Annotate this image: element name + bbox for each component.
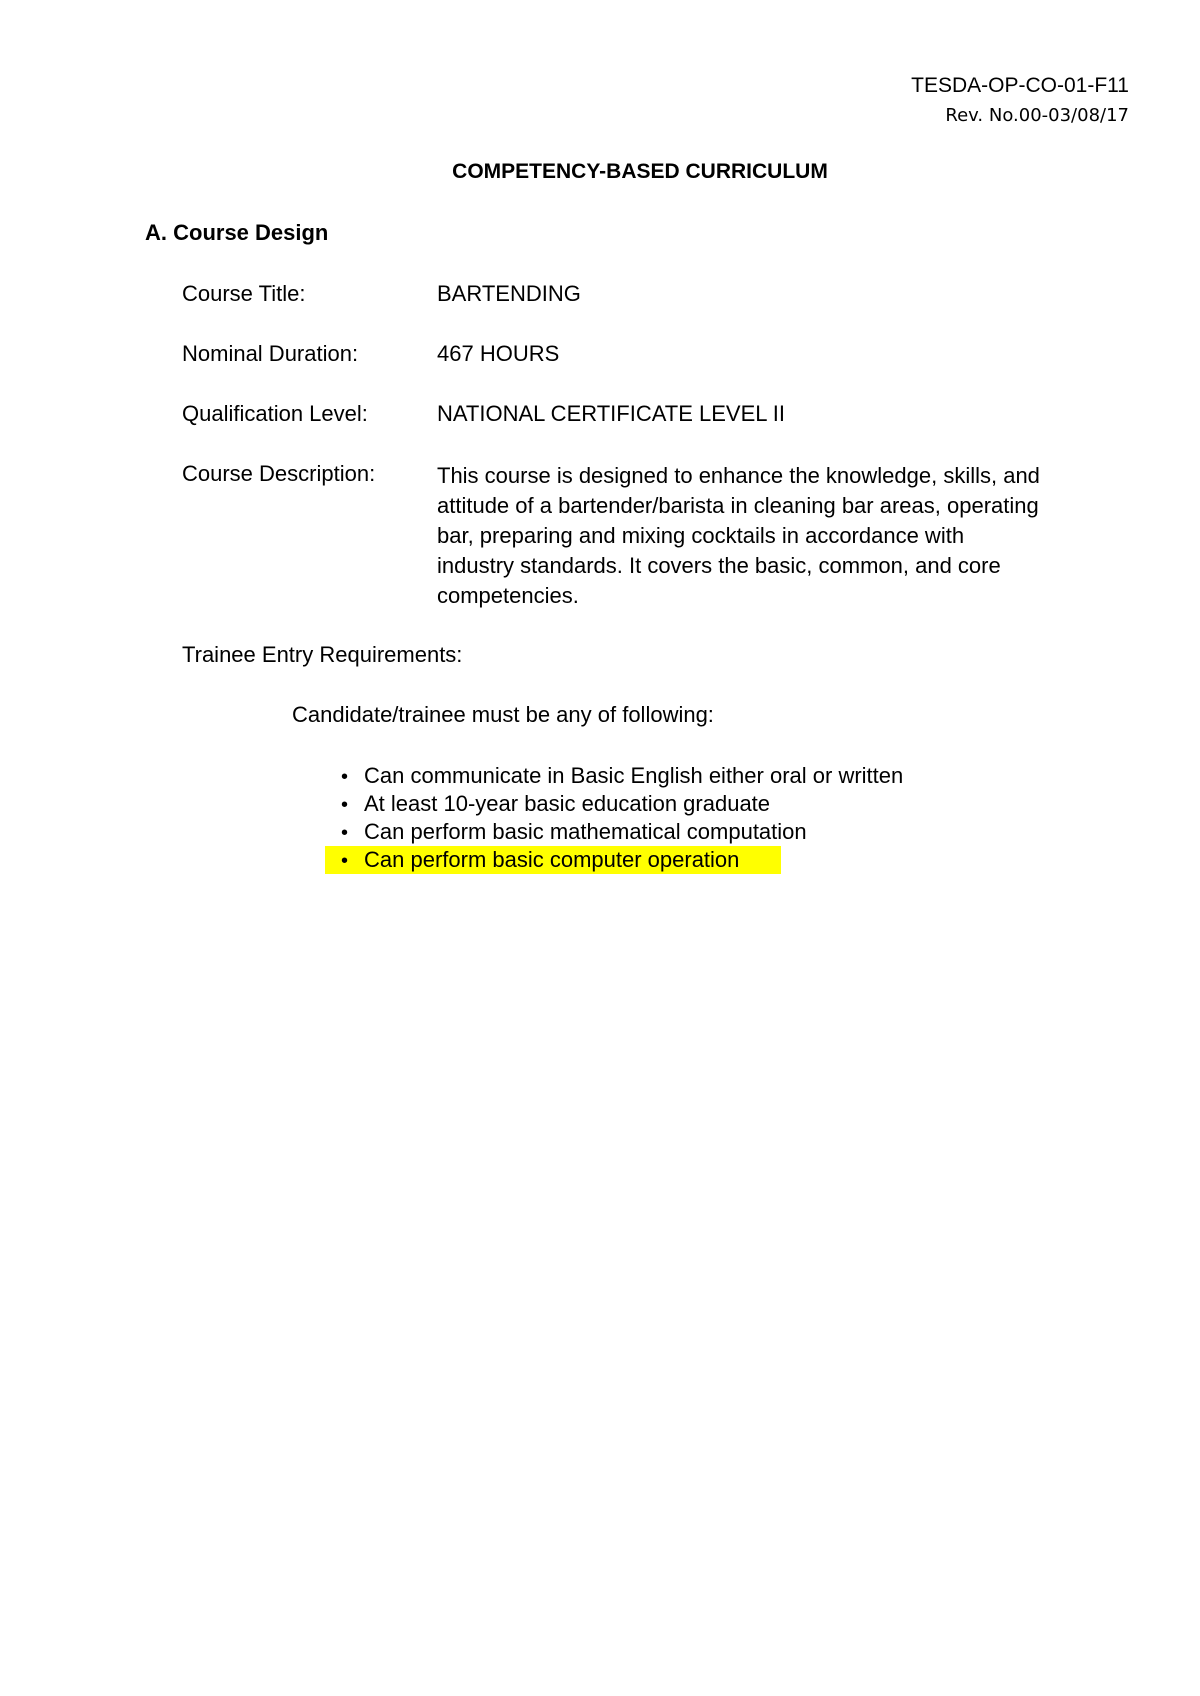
entry-requirements-list [325,762,903,874]
form-code: TESDA-OP-CO-01-F11 [911,74,1129,97]
course-title-label: Course Title: [182,281,306,306]
nominal-duration-value: 467 HOURS [437,341,560,366]
document-title: COMPETENCY-BASED CURRICULUM [452,160,828,183]
course-description-line: This course is designed to enhance the knowledge, skills, and [437,463,1040,488]
entry-requirements-intro: Candidate/trainee must be any of following: [292,702,714,727]
entry-requirements-heading: Trainee Entry Requirements: [182,642,463,667]
bullet-icon: • [340,766,348,788]
requirement-text: At least 10-year basic education graduate [364,791,771,816]
bullet-icon: • [340,850,348,872]
list-item [325,790,903,818]
requirement-text: Can perform basic mathematical computation [364,819,807,844]
course-description-text [437,461,1137,611]
section-heading: A. Course Design [145,220,329,245]
bullet-icon: • [340,794,348,816]
revision-number: Rev. No.00-03/08/17 [945,105,1129,126]
nominal-duration-label: Nominal Duration: [182,341,359,366]
qualification-level-label: Qualification Level: [182,401,368,426]
requirement-text: Can perform basic computer operation [364,847,740,872]
course-description-line: attitude of a bartender/barista in cleaning bar areas, operating [437,493,1039,518]
course-description-line: competencies. [437,583,579,608]
course-description-line: bar, preparing and mixing cocktails in accordance with [437,523,965,548]
list-item [325,818,903,846]
course-description-line: industry standards. It covers the basic, common, and core [437,553,1001,578]
bullet-icon: • [340,822,348,844]
highlighted-list-item [325,846,781,874]
course-title-value: BARTENDING [437,281,581,306]
requirement-text: Can communicate in Basic English either oral or written [364,763,904,788]
qualification-level-value: NATIONAL CERTIFICATE LEVEL II [437,401,786,426]
course-description-label: Course Description: [182,461,376,486]
list-item [325,762,903,790]
